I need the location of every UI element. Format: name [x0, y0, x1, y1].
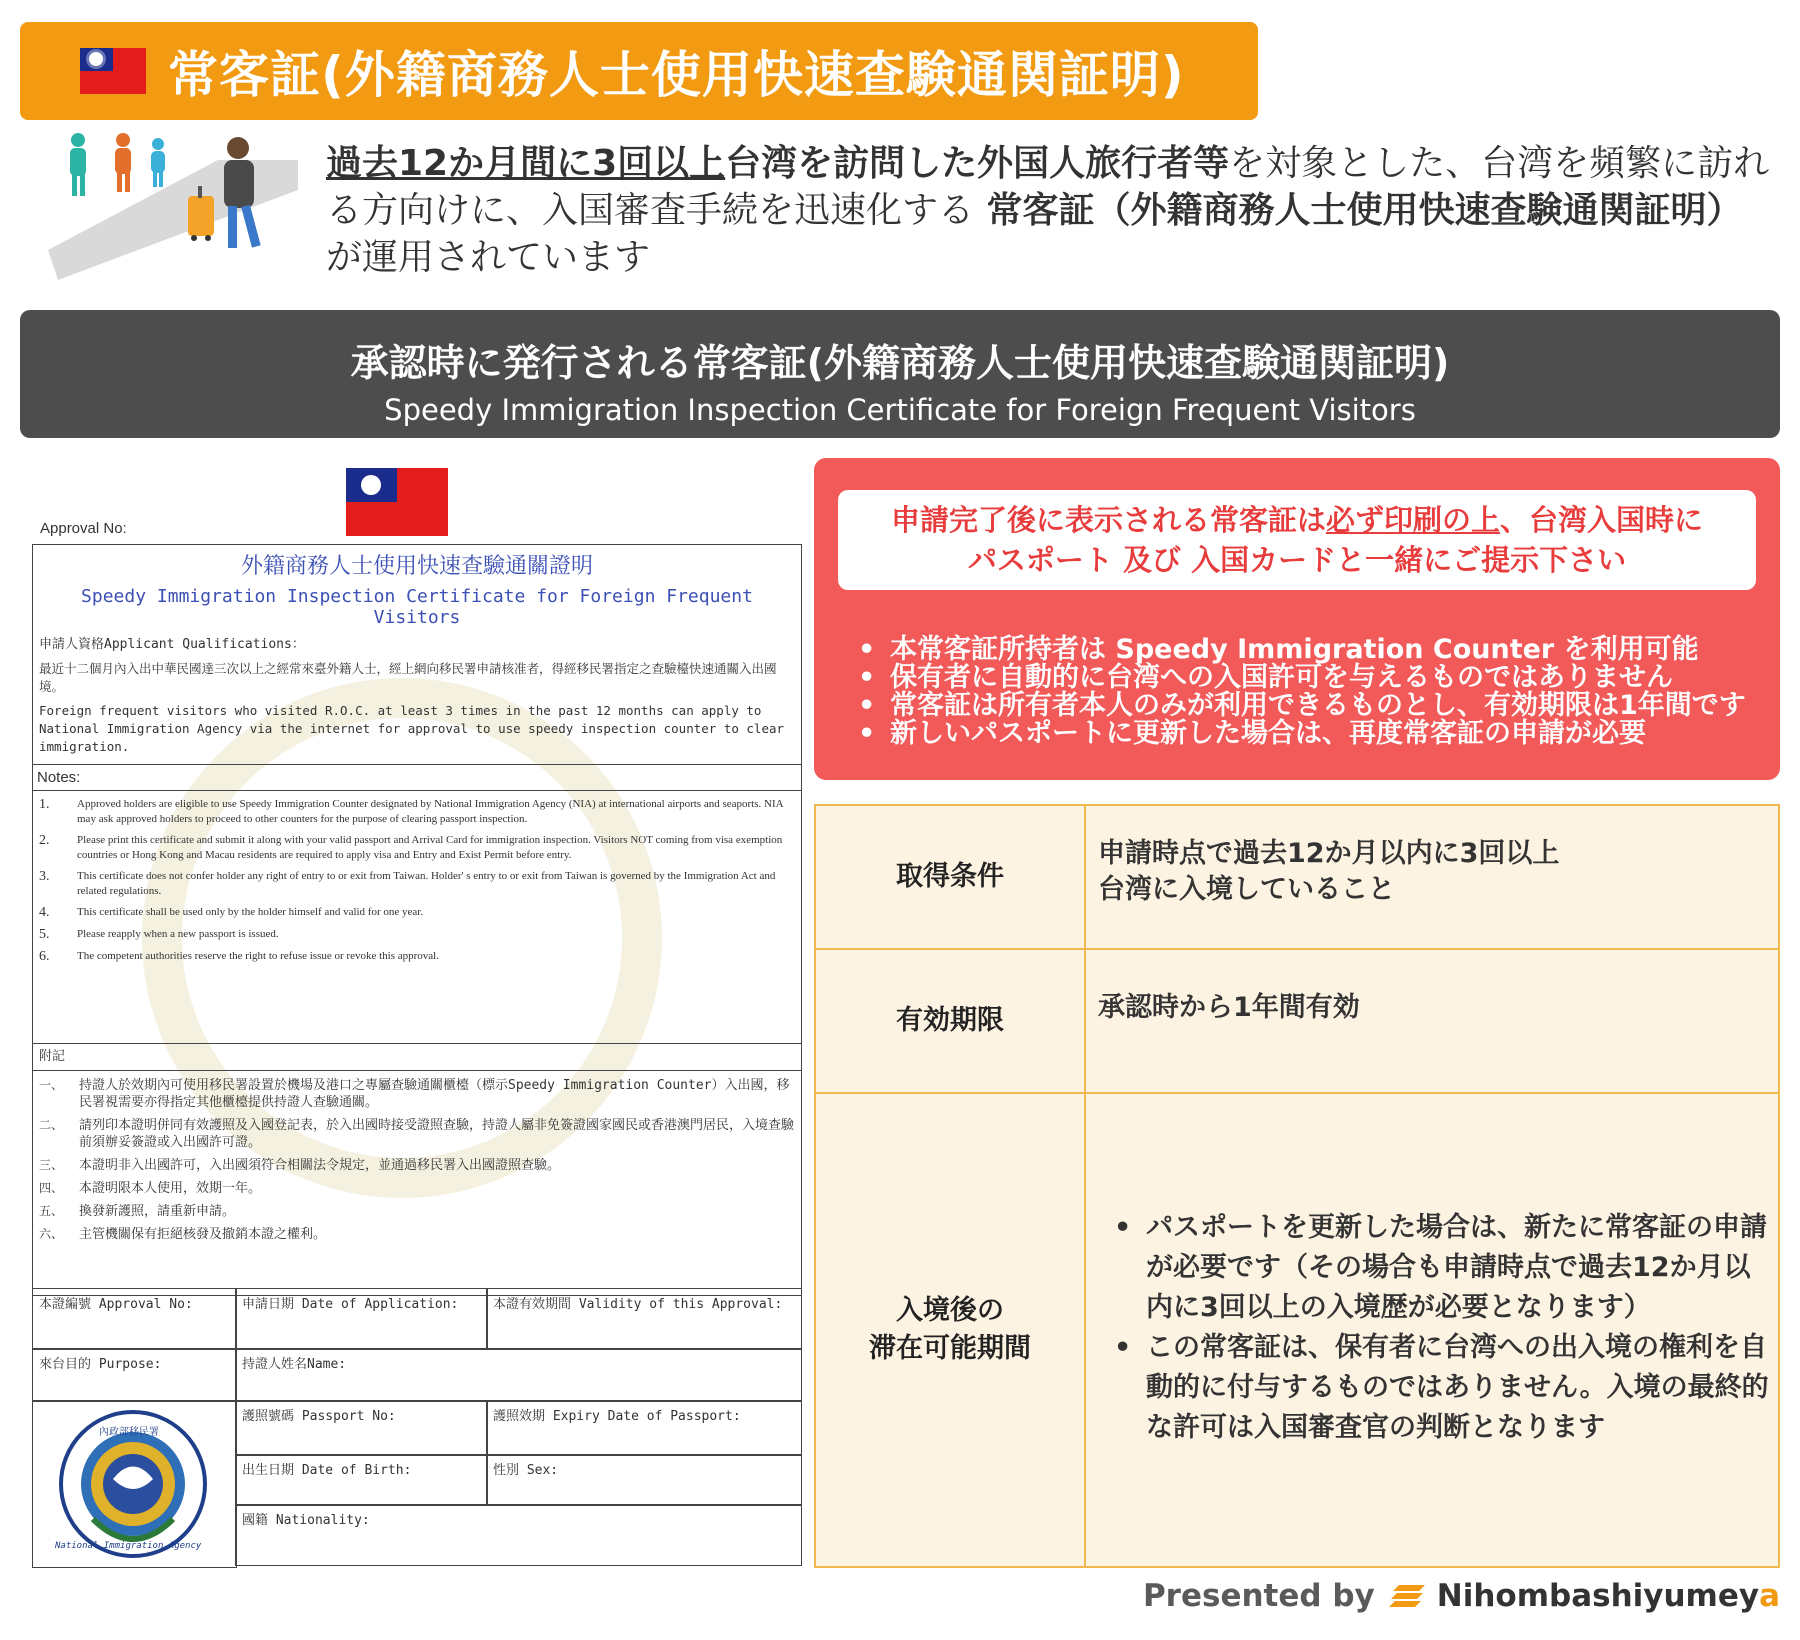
conditions-row [816, 950, 1778, 1094]
note-item: 5. Please reapply when a new passport is issued. [39, 927, 279, 942]
fuki-item: 四、 本證明限本人使用，效期一年。 [39, 1181, 262, 1196]
intro-text [326, 140, 1776, 281]
certificate-fields [32, 1288, 802, 1568]
field-purpose: 來台目的 Purpose: [32, 1348, 237, 1402]
seal-text-cn: 內政部移民署 [99, 1427, 159, 1438]
approval-no-label: Approval No: [40, 520, 127, 537]
condition-label: 取得条件 [816, 806, 1086, 948]
fuki-item: 二、 請列印本證明併同有效護照及入國登記表，於入出國時接受證照查驗，持證人屬非免簽證國家國民或香港澳門居民，入境查驗前須辦妥簽證或入出國許可證。 [39, 1118, 795, 1150]
field-name: 持證人姓名Name: [235, 1348, 802, 1402]
seal-cell [32, 1400, 237, 1568]
intro-part1: 台湾を訪問した外国人旅行者等 [725, 143, 1230, 184]
section-header [20, 310, 1780, 438]
brand-name: Nihombashiyumeya [1436, 1578, 1780, 1614]
fuki-item: 六、 主管機關保有拒絕核發及撤銷本證之權利。 [39, 1227, 327, 1242]
brand-logo-icon [1389, 1581, 1429, 1611]
condition-label: 入境後の 滞在可能期間 [816, 1094, 1086, 1566]
banner-title: 常客証(外籍商務人士使用快速查験通関証明) [168, 46, 1185, 104]
notice-line1a: 申請完了後に表示される常客証は [890, 503, 1326, 537]
notice-bullet: • 保有者に自動的に台湾への入国許可を与えるものではありません [854, 664, 1746, 692]
taiwan-flag-icon [80, 48, 146, 94]
notice-box [814, 458, 1780, 780]
intro-part2: を対象とした、台湾を頻繁に訪れる方向けに、入国審査手続を迅速化する [326, 143, 1770, 231]
condition-value [1088, 1094, 1778, 1566]
field-date-application: 申請日期 Date of Application: [235, 1288, 488, 1350]
qualification-en: Foreign frequent visitors who visited R.O.C. at least 3 times in the past 12 months can apply to National Immigration Agency via the internet for approval to use speedy inspection counter to clear immigration. [39, 703, 785, 754]
fuki-list [33, 1077, 801, 1295]
qualification-label: 申請人資格Applicant Qualifications： [39, 637, 305, 652]
note-item: 3. This certificate does not confer holder any right of entry to or exit from Taiwan. Holder' s entry to or exit from Taiwan is governed by the Immigration Act and related regulations. [39, 869, 776, 897]
note-item: 1. Approved holders are eligible to use Speedy Immigration Counter designated by National Immigration Agency (NIA) at international airports and seaports. NIA may ask approved holders to proceed to other counters for the purpose of clearing passport inspection. [39, 797, 783, 825]
field-sex: 性別 Sex: [486, 1454, 802, 1506]
presented-by-label: Presented by [1142, 1578, 1375, 1614]
fuki-item: 三、 本證明非入出國許可，入出國須符合相關法令規定，並通過移民署入出國證照查驗。 [39, 1158, 561, 1173]
conditions-row [816, 1094, 1778, 1566]
notice-bullets [854, 636, 1746, 748]
condition-value: 承認時から1年間有効 [1098, 992, 1360, 1023]
field-approval-no: 本證編號 Approval No: [32, 1288, 237, 1350]
taiwan-flag-icon [346, 468, 448, 536]
field-dob: 出生日期 Date of Birth: [235, 1454, 488, 1506]
travelers-illustration [48, 130, 298, 280]
condition-label: 有効期限 [816, 950, 1086, 1092]
field-nationality: 國籍 Nationality: [235, 1504, 802, 1566]
certificate-frame [32, 544, 802, 1296]
notice-line1b: 、台湾入国時に [1500, 503, 1704, 537]
section-header-en: Speedy Immigration Inspection Certificate for Foreign Frequent Visitors [384, 393, 1416, 427]
notice-highlight [838, 490, 1756, 590]
fuki-label: 附記 [39, 1049, 66, 1064]
certificate-image [32, 468, 802, 1568]
conditions-table [814, 804, 1780, 1568]
notice-bullet: • 新しいパスポートに更新した場合は、再度常客証の申請が必要 [854, 720, 1746, 748]
footer-credit [1143, 1578, 1780, 1614]
condition-bullet: • パスポートを更新した場合は、新たに常客証の申請が必要です（その場合も申請時点で過去12か月以内に3回以上の入境歴が必要となります） [1098, 1208, 1772, 1328]
field-passport-no: 護照號碼 Passport No: [235, 1400, 488, 1456]
field-validity: 本證有效期間 Validity of this Approval: [486, 1288, 802, 1350]
certificate-title-en: Speedy Immigration Inspection Certificate for Foreign Frequent Visitors [81, 586, 753, 628]
note-item: 6. The competent authorities reserve the right to refuse issue or revoke this approval. [39, 949, 439, 964]
intro-underlined: 過去12か月間に3回以上 [326, 143, 726, 184]
intro-part4: が運用されています [326, 237, 651, 278]
notice-line2: パスポート 及び 入国カードと一緒にご提示下さい [967, 543, 1627, 577]
notice-line1-underlined: 必ず印刷の上 [1325, 503, 1500, 537]
notes-list [33, 797, 801, 1043]
certificate-title-cn: 外籍商務人士使用快速查驗通關證明 [240, 554, 593, 579]
field-expiry: 護照效期 Expiry Date of Passport: [486, 1400, 802, 1456]
seal-text-en: National Immigration Agency [55, 1541, 202, 1551]
conditions-row [816, 806, 1778, 950]
notice-bullet: • 本常客証所持者は Speedy Immigration Counter を利用可能 [854, 636, 1746, 664]
notes-label: Notes: [37, 769, 81, 786]
title-banner [20, 22, 1258, 120]
condition-value: 申請時点で過去12か月以内に3回以上 台湾に入境していること [1098, 838, 1560, 905]
note-item: 4. This certificate shall be used only by the holder himself and valid for one year. [39, 905, 424, 920]
intro-part3: 常客証（外籍商務人士使用快速查験通関証明） [974, 190, 1743, 231]
notice-bullet: • 常客証は所有者本人のみが利用できるものとし、有効期限は1年間です [854, 692, 1746, 720]
section-header-jp: 承認時に発行される常客証(外籍商務人士使用快速查験通関証明) [350, 341, 1450, 385]
fuki-item: 五、 換發新護照，請重新申請。 [39, 1204, 236, 1219]
qualification-cn: 最近十二個月內入出中華民國達三次以上之經常來臺外籍人士，經上網向移民署申請核准者，得經移民署指定之查驗檯快速通關入出國境。 [39, 661, 777, 694]
fuki-item: 一、 持證人於效期內可使用移民署設置於機場及港口之專屬查驗通關櫃檯（標示Speedy Immigration Counter）入出國，移民署視需要亦得指定其他櫃檯提供持證人查驗通關。 [39, 1078, 790, 1110]
condition-bullet: • この常客証は、保有者に台湾への出入境の権利を自動的に付与するものではありません。入境の最終的な許可は入国審査官の判断となります [1098, 1328, 1772, 1448]
note-item: 2. Please print this certificate and submit it along with your valid passport and Arrival Card for immigration inspection. Visitors NOT coming from visa exemption countries or Hong Kong and Macau residents are required to apply visa and Entry and Exist Permit before entry. [39, 833, 783, 861]
